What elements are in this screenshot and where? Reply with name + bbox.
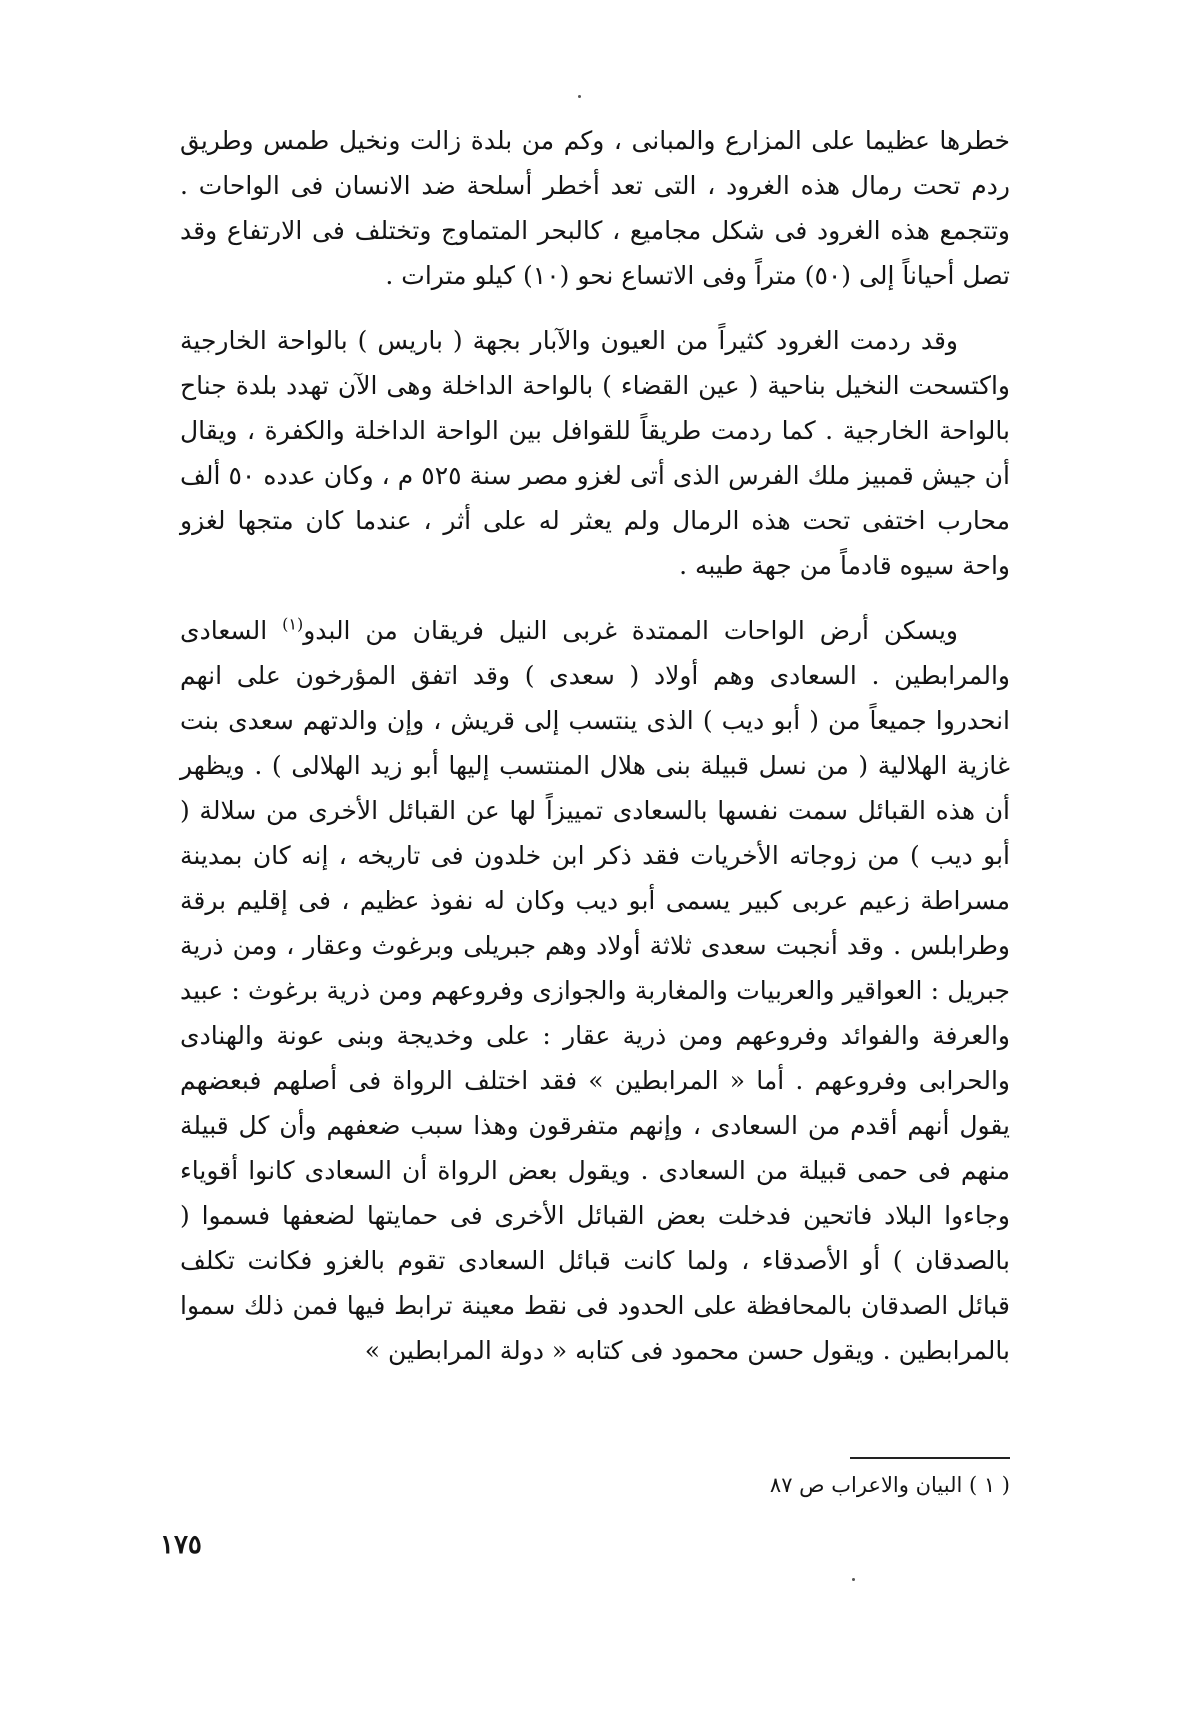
paragraph-3-opening: ويسكن أرض الواحات الممتدة غربى النيل فريقان من البدو	[303, 616, 958, 645]
page-number: ١٧٥	[160, 1530, 202, 1560]
paragraph-3-body: السعادى والمرابطين . السعادى وهم أولاد ( سعدى ) وقد اتفق المؤرخون على انهم انحدروا جميعاً من ( أبو ديب ) الذى ينتسب إلى قريش ، وإن والدتهم سعدى بنت غازية الهلالية ( من نسل قبيلة بنى هلال المنتسب إليها أبو زيد الهلالى ) . ويظهر أن هذه القبائل سمت نفسها بالسعادى تمييزاً لها عن القبائل الأخرى من سلالة ( أبو ديب ) من زوجاته الأخريات فقد ذكر ابن خلدون فى تاريخه ، إنه كان بمدينة مسراطة زعيم عربى كبير يسمى أبو ديب وكان له نفوذ عظيم ، فى إقليم برقة وطرابلس . وقد أنجبت سعدى ثلاثة أولاد وهم جبريلى وبرغوث وعقار ، ومن ذرية جبريل : العواقير والعربيات والمغاربة والجوازى وفروعهم ومن ذرية برغوث : عبيد والعرفة والفوائد وفروعهم ومن ذرية عقار : على وخديجة وبنى عونة والهنادى والحرابى وفروعهم . أما « المرابطين » فقد اختلف الرواة فى أصلهم فبعضهم يقول أنهم أقدم من السعادى ، وإنهم متفرقون وهذا سبب ضعفهم وأن كل قبيلة منهم فى حمى قبيلة من السعادى . ويقول بعض الرواة أن السعادى كانوا أقوياء وجاءوا البلاد فاتحين فدخلت بعض القبائل الأخرى فى حمايتها لضعفها فسموا ( بالصدقان ) أو الأصدقاء ، ولما كانت قبائل السعادى تقوم بالغزو فكانت تكلف قبائل الصدقان بالمحافظة على الحدود فى نقط معينة ترابط فيها فمن ذلك سموا بالمرابطين . ويقول حسن محمود فى كتابه « دولة المرابطين »	[180, 616, 1010, 1365]
paragraph-3	[180, 608, 1010, 1373]
footnote-separator	[850, 1457, 1010, 1459]
paragraph-1: خطرها عظيما على المزارع والمبانى ، وكم من بلدة زالت ونخيل طمس وطريق ردم تحت رمال هذه الغرود ، التى تعد أخطر أسلحة ضد الانسان فى الواحات . وتتجمع هذه الغرود فى شكل مجاميع ، كالبحر المتماوج وتختلف فى الارتفاع وقد تصل أحياناً إلى (٥٠) متراً وفى الاتساع نحو (١٠) كيلو مترات .	[180, 126, 1010, 290]
footnote: ( ١ ) البيان والاعراب ص ٨٧	[769, 1473, 1010, 1497]
scan-speck	[852, 1578, 855, 1581]
paragraph-2: وقد ردمت الغرود كثيراً من العيون والآبار بجهة ( باريس ) بالواحة الخارجية واكتسحت النخيل بناحية ( عين القضاء ) بالواحة الداخلة وهى الآن تهدد بلدة جناح بالواحة الخارجية . كما ردمت طريقاً للقوافل بين الواحة الداخلة والكفرة ، ويقال أن جيش قمبيز ملك الفرس الذى أتى لغزو مصر سنة ٥٢٥ م ، وكان عدده ٥٠ ألف محارب اختفى تحت هذه الرمال ولم يعثر له على أثر ، عندما كان متجها لغزو واحة سيوه قادماً من جهة طيبه .	[180, 326, 1010, 580]
scan-speck	[578, 95, 581, 98]
footnote-reference-marker: (١)	[282, 614, 304, 634]
page-body	[180, 118, 1010, 1393]
